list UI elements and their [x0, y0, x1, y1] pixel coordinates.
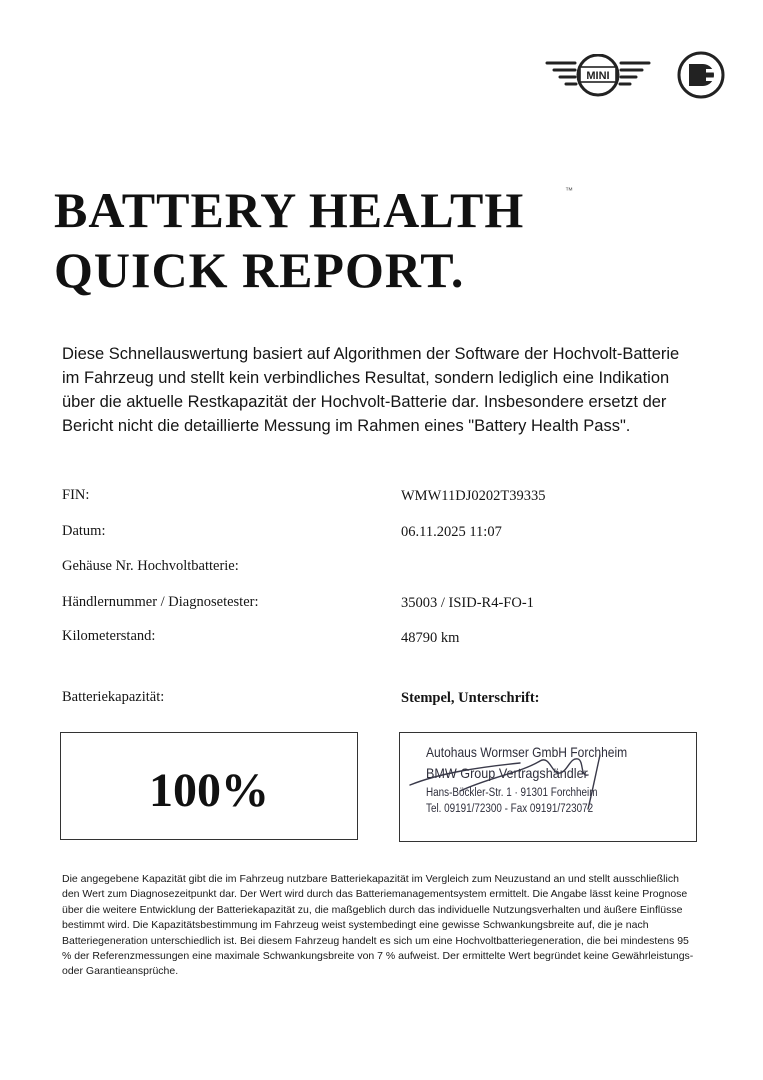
report-title-line2: QUICK REPORT. — [54, 242, 465, 298]
datum-value: 06.11.2025 11:07 — [401, 524, 502, 540]
stamp-phone-fax: Tel. 09191/72300 - Fax 09191/723072 — [426, 803, 594, 815]
stamp-label: Stempel, Unterschrift: — [401, 690, 540, 706]
electric-plug-circle-icon — [676, 50, 726, 100]
capacity-box — [60, 732, 358, 840]
mileage-label: Kilometerstand: — [62, 628, 156, 644]
intro-text: Diese Schnellauswertung basiert auf Algorithmen der Software der Hochvolt-Batterie im Fahrzeug und stellt kein verbindliches Resultat, sondern lediglich eine Indikation über die aktuelle Restkapazität der Hochvolt-Batterie dar. Insbesondere ersetzt der Bericht nicht die detaillierte Messung im Rahmen eines "Battery Health Pass". — [62, 345, 680, 435]
fin-label: FIN: — [62, 487, 90, 503]
report-title-line1: BATTERY HEALTH — [54, 182, 525, 238]
fin-value: WMW11DJ0202T39335 — [401, 488, 546, 504]
trademark-mark: ™ — [565, 186, 573, 195]
stamp-dealer-type: BMW Group Vertragshändler — [426, 765, 588, 781]
handwritten-signature — [400, 733, 698, 843]
mini-logo-text: MINI — [586, 70, 610, 82]
battery-housing-label: Gehäuse Nr. Hochvoltbatterie: — [62, 558, 239, 574]
stamp-company: Autohaus Wormser GmbH Forchheim — [426, 744, 628, 760]
dealer-tester-value: 35003 / ISID-R4-FO-1 — [401, 595, 534, 611]
stamp-address: Hans-Böckler-Str. 1 · 91301 Forchheim — [426, 787, 598, 799]
report-title — [54, 180, 524, 300]
disclaimer-text: Die angegebene Kapazität gibt die im Fahrzeug nutzbare Batteriekapazität im Vergleich zum Neuzustand an und stellt ausschließlich den Wert zum Diagnosezeitpunkt dar. Der Wert wird durch das Batteriemanagementsystem ermittelt. Die Angabe lässt keine Prognose über die weitere Entwicklung der Batteriekapazität zu, die maßgeblich durch das individuelle Nutzungsverhalten und äußere Einflüsse bestimmt wird. Die Kapazitätsbestimmung im Fahrzeug weist systembedingt eine gewisse Schwankungsbreite auf, die je nach Batteriegeneration unterschiedlich ist. Bei diesem Fahrzeug handelt es sich um eine Hochvoltbatteriegeneration, die bei mindestens 95 % der Referenzmessungen eine maximale Schwankungsbreite von 7 % aufweist. Der ermittelte Wert begründet keine Gewährleistungs- oder Garantieansprüche. — [62, 873, 694, 978]
capacity-label: Batteriekapazität: — [62, 689, 165, 705]
capacity-value: 100% — [149, 764, 269, 817]
stamp-box — [399, 732, 697, 842]
mileage-value: 48790 km — [401, 630, 460, 646]
datum-label: Datum: — [62, 523, 106, 539]
mini-wings-logo-icon — [545, 54, 651, 98]
dealer-tester-label: Händlernummer / Diagnosetester: — [62, 594, 259, 610]
